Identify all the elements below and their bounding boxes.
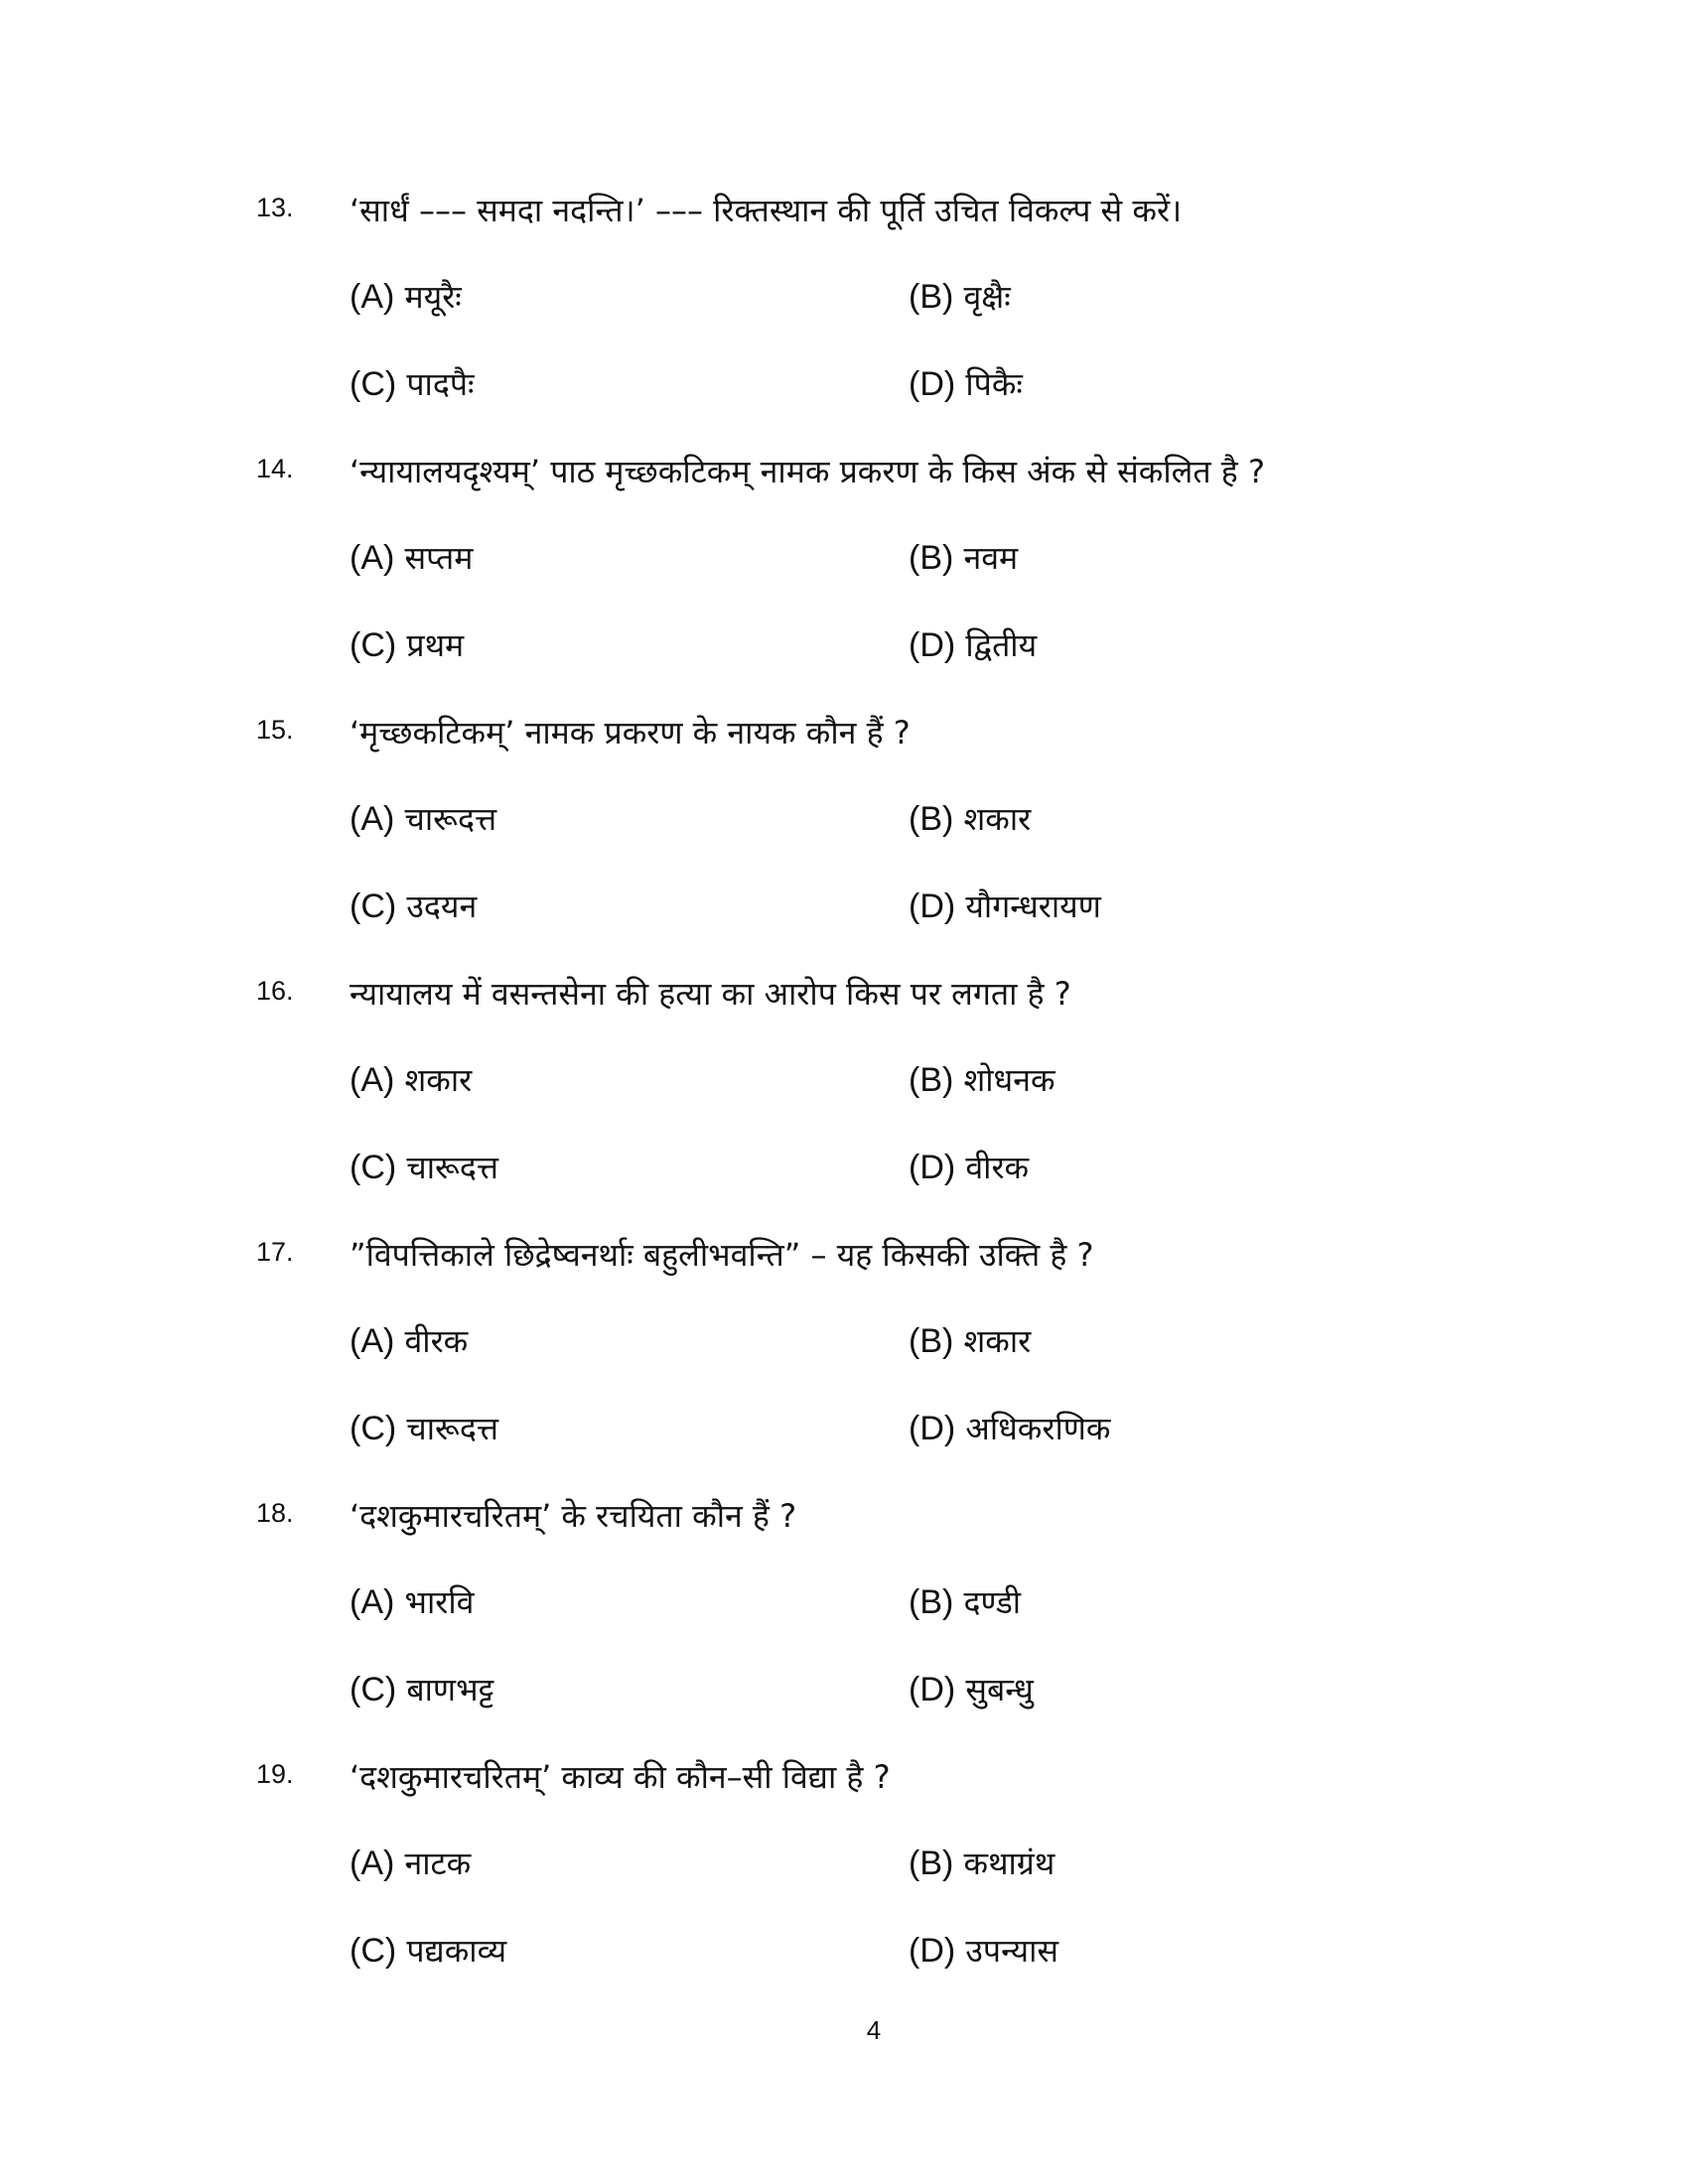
question-number: 14. [256, 454, 294, 483]
page-number: 4 [866, 2015, 882, 2045]
option-text: द्वितीय [965, 626, 1038, 664]
question-text: ”विपत्तिकाले छिद्रेष्वनर्थाः बहुलीभवन्ति” – यह किसकी उक्ति है ? [350, 1236, 1094, 1274]
option-label: (B) [909, 800, 954, 838]
question-number: 19. [256, 1759, 294, 1789]
option-label: (D) [909, 1671, 956, 1708]
question-13 [0, 189, 1688, 437]
option-text: नाटक [404, 1844, 472, 1882]
option-d [909, 1929, 1058, 1973]
option-b [909, 275, 1011, 319]
option-text: शकार [404, 1061, 473, 1099]
option-d [909, 1668, 1034, 1711]
option-text: पिकैः [965, 365, 1023, 403]
question-15 [0, 711, 1688, 959]
option-c [350, 1929, 506, 1973]
option-label: (A) [350, 539, 395, 577]
option-text: अधिकरणिक [965, 1410, 1111, 1447]
option-a [350, 1580, 474, 1624]
option-text: चारूदत्त [406, 1410, 498, 1447]
question-17 [0, 1233, 1688, 1481]
option-label: (A) [350, 1322, 395, 1360]
question-text: न्यायालय में वसन्तसेना की हत्या का आरोप किस पर लगता है ? [350, 975, 1071, 1013]
option-text: शकार [963, 800, 1032, 838]
option-text: बाणभट्ट [406, 1671, 494, 1708]
option-label: (C) [350, 1149, 397, 1186]
option-text: मयूरैः [404, 278, 462, 316]
option-b [909, 536, 1018, 580]
question-text: ‘दशकुमारचरितम्’ काव्य की कौन–सी विद्या है ? [350, 1758, 891, 1796]
option-d [909, 623, 1037, 667]
option-label: (D) [909, 1932, 956, 1970]
option-label: (B) [909, 1061, 954, 1099]
option-text: प्रथम [406, 626, 465, 664]
option-label: (A) [350, 278, 395, 316]
option-b [909, 1842, 1055, 1885]
question-16 [0, 972, 1688, 1220]
option-text: सुबन्धु [965, 1671, 1034, 1708]
question-number: 18. [256, 1498, 294, 1528]
option-text: नवम [963, 539, 1019, 577]
option-d [909, 1146, 1029, 1189]
question-text: ‘सार्धं ––– समदा नदन्ति।’ ––– रिक्तस्थान की पूर्ति उचित विकल्प से करें। [350, 192, 1183, 229]
option-label: (C) [350, 626, 397, 664]
option-a [350, 536, 473, 580]
option-label: (C) [350, 365, 397, 403]
option-text: चारूदत्त [406, 1149, 498, 1186]
option-label: (D) [909, 887, 956, 925]
option-label: (A) [350, 1583, 395, 1621]
option-text: उपन्यास [965, 1932, 1059, 1970]
option-text: शोधनक [963, 1061, 1055, 1099]
option-c [350, 885, 477, 928]
option-text: वीरक [404, 1322, 469, 1360]
option-b [909, 1580, 1021, 1624]
option-text: भारवि [404, 1583, 475, 1621]
option-c [350, 1668, 493, 1711]
option-text: सप्तम [404, 539, 474, 577]
option-b [909, 1058, 1055, 1102]
question-14 [0, 450, 1688, 698]
option-text: दण्डी [963, 1583, 1022, 1621]
option-b [909, 797, 1031, 841]
question-number: 15. [256, 715, 294, 745]
question-number: 13. [256, 193, 294, 222]
option-a [350, 275, 462, 319]
option-label: (D) [909, 1149, 956, 1186]
option-label: (B) [909, 1322, 954, 1360]
option-a [350, 1842, 471, 1885]
option-text: उदयन [406, 887, 478, 925]
option-label: (B) [909, 278, 954, 316]
option-label: (C) [350, 1410, 397, 1447]
option-label: (B) [909, 1844, 954, 1882]
question-18 [0, 1494, 1688, 1742]
option-label: (A) [350, 800, 395, 838]
option-c [350, 1146, 498, 1189]
option-d [909, 885, 1101, 928]
option-label: (D) [909, 1410, 956, 1447]
option-c [350, 362, 474, 406]
option-label: (A) [350, 1061, 395, 1099]
option-text: वृक्षैः [963, 278, 1011, 316]
option-text: पद्यकाव्य [406, 1932, 507, 1970]
option-text: वीरक [965, 1149, 1030, 1186]
option-label: (D) [909, 365, 956, 403]
question-text: ‘मृच्छकटिकम्’ नामक प्रकरण के नायक कौन हैं ? [350, 714, 911, 751]
option-a [350, 1319, 468, 1363]
question-text: ‘न्यायालयदृश्यम्’ पाठ मृच्छकटिकम् नामक प्रकरण के किस अंक से संकलित है ? [350, 453, 1265, 490]
option-label: (C) [350, 887, 397, 925]
option-label: (C) [350, 1932, 397, 1970]
option-label: (C) [350, 1671, 397, 1708]
question-number: 16. [256, 976, 294, 1006]
option-text: कथाग्रंथ [963, 1844, 1055, 1882]
option-c [350, 623, 464, 667]
option-text: यौगन्धरायण [965, 887, 1101, 925]
option-label: (B) [909, 1583, 954, 1621]
option-label: (D) [909, 626, 956, 664]
option-a [350, 797, 496, 841]
question-text: ‘दशकुमारचरितम्’ के रचयिता कौन हैं ? [350, 1497, 797, 1535]
option-text: पादपैः [406, 365, 475, 403]
question-19 [0, 1755, 1688, 2003]
option-label: (B) [909, 539, 954, 577]
option-label: (A) [350, 1844, 395, 1882]
option-d [909, 362, 1023, 406]
option-text: चारूदत्त [404, 800, 497, 838]
question-number: 17. [256, 1237, 294, 1267]
option-b [909, 1319, 1031, 1363]
option-c [350, 1407, 498, 1450]
option-d [909, 1407, 1110, 1450]
option-text: शकार [963, 1322, 1032, 1360]
option-a [350, 1058, 472, 1102]
